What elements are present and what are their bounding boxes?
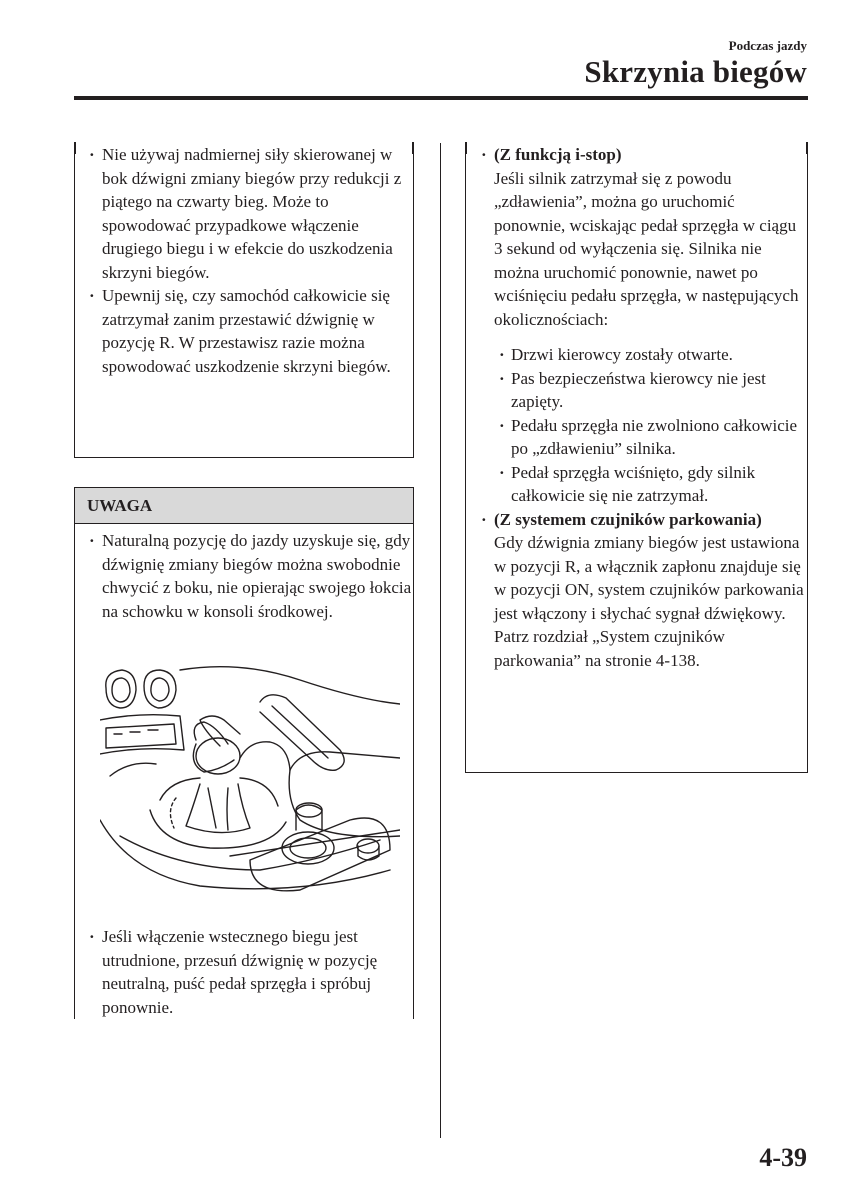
box-corner-tick: [806, 142, 807, 154]
column-divider: [440, 143, 441, 1138]
istop-heading: · (Z funkcją i-stop): [466, 143, 806, 167]
right-notes: [466, 143, 806, 672]
box-corner-tick: [412, 142, 413, 154]
uwaga-item-text: · Jeśli włączenie wstecznego biegu jest utrudnione, przesuń dźwignię w pozycję neutralną, puść pedał sprzęgła i spróbuj ponownie.: [74, 925, 412, 1019]
uwaga-title: UWAGA: [87, 496, 153, 515]
istop-paragraph: Jeśli silnik zatrzymał się z powodu „zdławienia”, można go uruchomić ponownie, wciskając pedał sprzęgła w ciągu 3 sekund od wyłączenia się. Silnika nie można uruchomić ponownie, nawet po wciśnięciu pedału sprzęgła, w następujących okolicznościach:: [494, 168, 799, 329]
istop-subitem: · Pas bezpieczeństwa kierowcy nie jest zapięty.: [466, 367, 806, 414]
page-title: Skrzynia biegów: [584, 54, 807, 89]
istop-subitem: · Drzwi kierowcy zostały otwarte.: [466, 343, 806, 367]
parking-reference: Patrz rozdział „System czujników parkowania” na stronie 4-138.: [494, 627, 725, 670]
page-number: 4-39: [759, 1143, 807, 1172]
uwaga-item-text: · Naturalną pozycję do jazdy uzyskuje się, gdy dźwignię zmiany biegów można swobodnie chwycić z boku, nie opierając swojego łokcia na schowku w konsoli środkowej.: [74, 529, 412, 623]
left-notes: [74, 143, 412, 378]
header-rule: [74, 96, 808, 100]
uwaga-item: [74, 529, 412, 623]
istop-subitem: · Pedał sprzęgła wciśnięto, gdy silnik całkowicie się nie zatrzymał.: [466, 461, 806, 508]
istop-subitem: · Pedału sprzęgła nie zwolniono całkowicie po „zdławieniu” silnika.: [466, 414, 806, 461]
section-label: Podczas jazdy: [728, 38, 807, 53]
note-item: · Upewnij się, czy samochód całkowicie się zatrzymał zanim przestawić dźwignię w pozycję R. W przestawisz razie można spowodować uszkodzenie skrzyni biegów.: [74, 284, 412, 378]
gear-lever-illustration: [100, 660, 400, 900]
note-item: · Nie używaj nadmiernej siły skierowanej w bok dźwigni zmiany biegów przy redukcji z piątego na czwarty bieg. Może to spowodować przypadkowe włączenie drugiego biegu i w efekcie do uszkodzenia skrzyni biegów.: [74, 143, 412, 284]
uwaga-item: [74, 925, 412, 1019]
parking-paragraph: Gdy dźwignia zmiany biegów jest ustawiona w pozycji R, a włącznik zapłonu znajduje się w pozycji ON, system czujników parkowania jest włączony i słychać sygnał dźwiękowy.: [494, 533, 804, 623]
parking-heading: · (Z systemem czujników parkowania): [466, 508, 806, 532]
